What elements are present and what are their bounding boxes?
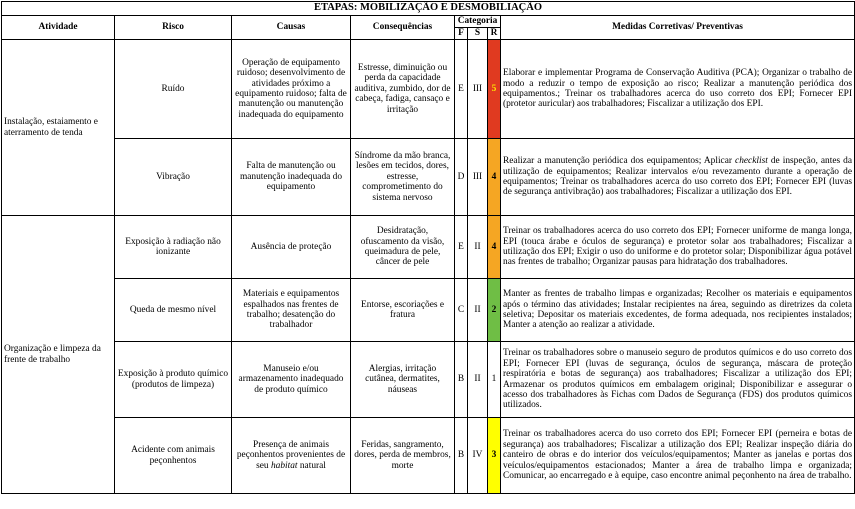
- r-cell: 1: [488, 342, 501, 418]
- consequencias-cell: Alergias, irritação cutânea, dermatites, náuseas: [351, 342, 455, 418]
- risco-cell: Exposição à radiação não ionizante: [115, 216, 232, 279]
- table-row: [2, 342, 855, 418]
- causas-cell: Operação de equipamento ruidoso; desenvolvimento de atividades próximo a equipamento ruidoso; falta de manutenção ou manutenção inadequada do equipamento: [232, 40, 351, 139]
- r-cell: 5: [488, 40, 501, 139]
- s-cell: III: [468, 40, 488, 139]
- f-cell: E: [455, 40, 468, 139]
- r-cell: 3: [488, 418, 501, 494]
- table-row: [2, 216, 855, 279]
- header-categoria: Categoria: [455, 16, 501, 28]
- risk-table: [1, 1, 855, 494]
- activity-cell: Instalação, estaiamento e aterramento de tenda: [2, 40, 115, 216]
- f-cell: E: [455, 216, 468, 279]
- table-row: [2, 139, 855, 216]
- header-causas: Causas: [232, 16, 351, 40]
- r-cell: 4: [488, 216, 501, 279]
- f-cell: C: [455, 279, 468, 342]
- consequencias-cell: Desidratação, ofuscamento da visão, queimadura de pele, câncer de pele: [351, 216, 455, 279]
- header-consequencias: Consequências: [351, 16, 455, 40]
- f-cell: B: [455, 342, 468, 418]
- s-cell: III: [468, 139, 488, 216]
- r-cell: 2: [488, 279, 501, 342]
- risco-cell: Exposição à produto químico (produtos de limpeza): [115, 342, 232, 418]
- s-cell: II: [468, 216, 488, 279]
- causas-cell: Presença de animais peçonhentos provenientes de seu habitat natural: [232, 418, 351, 494]
- causas-cell: Manuseio e/ou armazenamento inadequado de produto químico: [232, 342, 351, 418]
- causas-cell: Materiais e equipamentos espalhados nas frentes de trabalho; desatenção do trabalhador: [232, 279, 351, 342]
- risco-cell: Queda de mesmo nível: [115, 279, 232, 342]
- medidas-cell: Treinar os trabalhadores acerca do uso correto dos EPI; Fornecer EPI (perneira e botas de segurança) aos trabalhadores; Fiscalizar a utilização dos EPI; Realizar inspeção diária do canteiro de obras e do interior dos veículos/equipamentos; Manter as janelas e portas dos veículos/equipamentos estacionados; Manter a área de trabalho limpa e organizada; Comunicar, ao encarregado e à equipe, caso encontre animal peçonhento na área de trabalho.: [501, 418, 855, 494]
- checklist-term: checklist: [735, 156, 768, 167]
- medidas-cell: Realizar a manutenção periódica dos equipamentos; Aplicar checklist de inspeção, antes da utilização de equipamentos; Realizar intervalos e/ou revezamento durante a operação de equipamentos; Treinar os trabalhadores acerca do uso correto dos EPI; Fornecer EPI (luvas de segurança antivibração) aos trabalhadores; Fiscalizar a utilização dos EPI.: [501, 139, 855, 216]
- medidas-cell: Treinar os trabalhadores sobre o manuseio seguro de produtos químicos e do uso correto dos EPI; Fornecer EPI (luvas de segurança, óculos de segurança, máscara de proteção respiratória e botas de segurança) aos trabalhadores; Fiscalizar a utilização dos EPI; Armazenar os produtos químicos em embalagem original; Disponibilizar e assegurar o acesso dos trabalhadores às Fichas com Dados de Segurança (FDS) dos produtos químicos utilizados.: [501, 342, 855, 418]
- risco-cell: Acidente com animais peçonhentos: [115, 418, 232, 494]
- habitat-term: habitat: [270, 460, 298, 471]
- header-medidas: Medidas Corretivas/ Preventivas: [501, 16, 855, 40]
- consequencias-cell: Síndrome da mão branca, lesões em tecidos, dores, estresse, comprometimento do sistema nervoso: [351, 139, 455, 216]
- s-cell: IV: [468, 418, 488, 494]
- consequencias-cell: Feridas, sangramento, dores, perda de membros, morte: [351, 418, 455, 494]
- medidas-cell: Manter as frentes de trabalho limpas e organizadas; Recolher os materiais e equipamentos após o término das atividades; Instalar recipientes na área, seguindo as diretrizes da coleta seletiva; Depositar os materiais excedentes, de forma adequada, nos recipientes instalados; Manter a atenção ao realizar a atividade.: [501, 279, 855, 342]
- medidas-cell: Treinar os trabalhadores acerca do uso correto dos EPI; Fornecer uniforme de manga longa, EPI (touca árabe e óculos de segurança) e protetor solar aos trabalhadores; Fiscalizar a utilização dos EPI; Exigir o uso do uniforme e do protetor solar; Disponibilizar água potável nas frentes de trabalho; Organizar pausas para hidratação dos trabalhadores.: [501, 216, 855, 279]
- s-cell: II: [468, 342, 488, 418]
- table-title: ETAPAS: MOBILIZAÇÃO E DESMOBILIAÇÃO: [2, 2, 855, 16]
- r-cell: 4: [488, 139, 501, 216]
- consequencias-cell: Estresse, diminuição ou perda da capacidade auditiva, zumbido, dor de cabeça, fadiga, cansaço e irritação: [351, 40, 455, 139]
- table-row: [2, 279, 855, 342]
- f-cell: B: [455, 418, 468, 494]
- header-r: R: [488, 28, 501, 40]
- header-f: F: [455, 28, 468, 40]
- risco-cell: Vibração: [115, 139, 232, 216]
- table-row: [2, 40, 855, 139]
- consequencias-cell: Entorse, escoriações e fratura: [351, 279, 455, 342]
- header-atividade: Atividade: [2, 16, 115, 40]
- activity-cell: Organização e limpeza da frente de trabalho: [2, 216, 115, 494]
- medidas-cell: Elaborar e implementar Programa de Conservação Auditiva (PCA); Organizar o trabalho de modo a reduzir o tempo de exposição ao risco; Realizar a manutenção periódica dos equipamentos.; Treinar os trabalhadores acerca do uso correto dos EPI; Fornecer EPI (protetor auricular) aos trabalhadores; Fiscalizar a utilização dos EPI.: [501, 40, 855, 139]
- header-risco: Risco: [115, 16, 232, 40]
- causas-cell: Falta de manutenção ou manutenção inadequada do equipamento: [232, 139, 351, 216]
- header-s: S: [468, 28, 488, 40]
- table-row: [2, 418, 855, 494]
- risco-cell: Ruído: [115, 40, 232, 139]
- causas-cell: Ausência de proteção: [232, 216, 351, 279]
- f-cell: D: [455, 139, 468, 216]
- s-cell: II: [468, 279, 488, 342]
